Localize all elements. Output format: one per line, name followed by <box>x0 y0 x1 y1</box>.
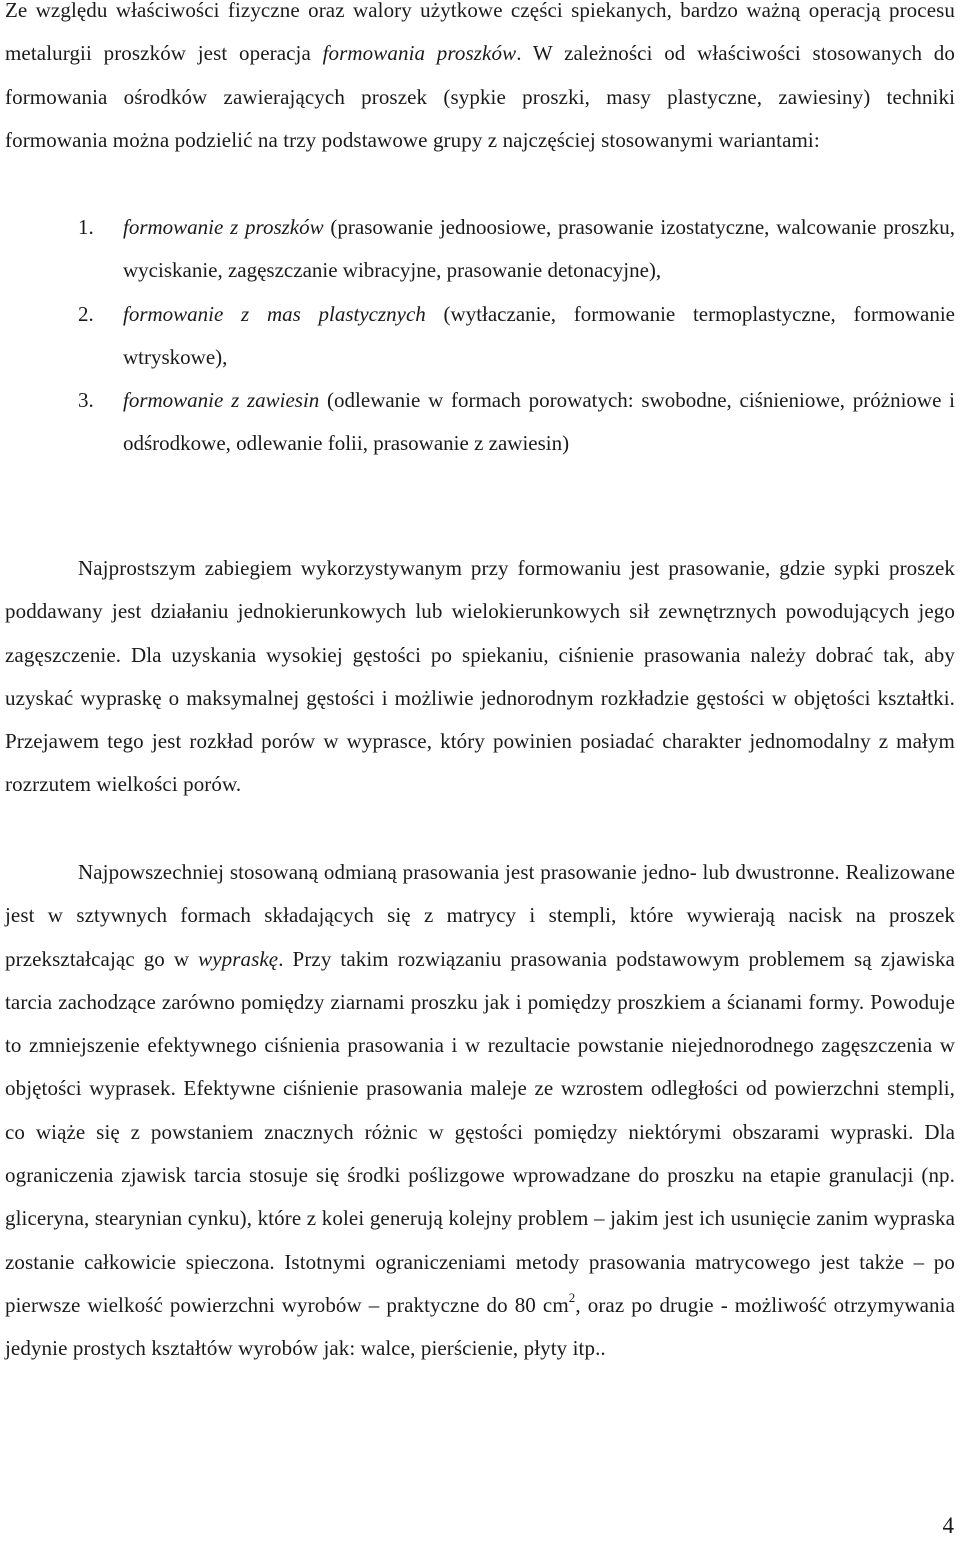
list-term: formowanie z zawiesin <box>123 388 320 413</box>
list-item <box>0 206 955 293</box>
list-details: (odlewanie w formach porowatych: swobodne, ciśnieniowe, próżniowe i odśrodkowe, odlewanie folii, prasowanie z zawiesin) <box>123 388 955 456</box>
intro-text-a: Ze względu właściwości fizyczne oraz walory użytkowe części spiekanych, bardzo ważną operacją procesu metalurgii proszków jest operacja <box>5 0 955 66</box>
techniques-list <box>0 206 960 466</box>
list-details: (prasowanie jednoosiowe, prasowanie izostatyczne, walcowanie proszku, wyciskanie, zagęszczanie wibracyjne, prasowanie detonacyjne), <box>123 215 956 283</box>
matrix-text-c: , oraz po drugie - możliwość otrzymywania jedynie prostych kształtów wyrobów jak: walce, pierścienie, płyty itp.. <box>5 1292 956 1361</box>
superscript: 2 <box>568 1289 576 1305</box>
matrix-pressing-paragraph <box>5 851 955 1371</box>
list-item <box>0 293 955 380</box>
list-number: 1. <box>78 215 94 239</box>
list-term: formowanie z proszków <box>123 215 324 239</box>
matrix-text-a: Najpowszechniej stosowaną odmianą prasowania jest prasowanie jedno- lub dwustronne. Realizowane jest w sztywnych formach składających się z matrycy i stempli, które wywierają nacisk na proszek przekształcając go w <box>5 860 955 971</box>
list-number: 2. <box>78 301 94 326</box>
page-number: 4 <box>942 1513 954 1538</box>
pressing-paragraph: Najprostszym zabiegiem wykorzystywanym przy formowaniu jest prasowanie, gdzie sypki proszek poddawany jest działaniu jednokierunkowych lub wielokierunkowych sił zewnętrznych powodujących jego zagęszczenie. Dla uzyskania wysokiej gęstości po spiekaniu, ciśnienie prasowania należy dobrać tak, aby uzyskać wypraskę o maksymalnej gęstości i możliwie jednorodnym rozkładzie gęstości w objętości kształtki. Przejawem tego jest rozkład porów w wyprasce, który powinien posiadać charakter jednomodalny z małym rozrzutem wielkości porów. <box>5 556 955 797</box>
list-number: 3. <box>78 388 94 413</box>
list-details: (wytłaczanie, formowanie termoplastyczne, formowanie wtryskowe), <box>123 301 955 369</box>
list-item <box>0 379 955 466</box>
list-term: formowanie z mas plastycznych <box>123 301 426 326</box>
matrix-emphasis: wypraskę <box>198 946 279 971</box>
intro-paragraph <box>5 0 955 162</box>
intro-emphasis: formowania proszków <box>322 41 517 66</box>
matrix-text-b: . Przy takim rozwiązaniu prasowania podstawowym problemem są zjawiska tarcia zachodzące zarówno pomiędzy ziarnami proszku jak i pomiędzy proszkiem a ścianami formy. Powoduje to zmniejszenie efektywnego ciśnienia prasowania i w rezultacie powstanie niejednorodnego zagęszczenia w objętości wyprasek. Efektywne ciśnienie prasowania maleje ze wzrostem odległości od powierzchni stempli, co wiąże się z powstaniem znacznych różnic w gęstości pomiędzy niektórymi obszarami wypraski. Dla ograniczenia zjawisk tarcia stosuje się środki poślizgowe wprowadzane do proszku na etapie granulacji (np. gliceryna, stearynian cynku), które z kolei generują kolejny problem – jakim jest ich usunięcie zanim wypraska zostanie całkowicie spieczona. Istotnymi ograniczeniami metody prasowania matrycowego jest także – po pierwsze wielkość powierzchni wyrobów – praktyczne do 80 cm <box>5 946 955 1317</box>
intro-text-b: . W zależności od właściwości stosowanych do formowania ośrodków zawierających proszek (sypkie proszki, masy plastyczne, zawiesiny) techniki formowania można podzielić na trzy podstawowe grupy z najczęściej stosowanymi wariantami: <box>5 41 955 152</box>
